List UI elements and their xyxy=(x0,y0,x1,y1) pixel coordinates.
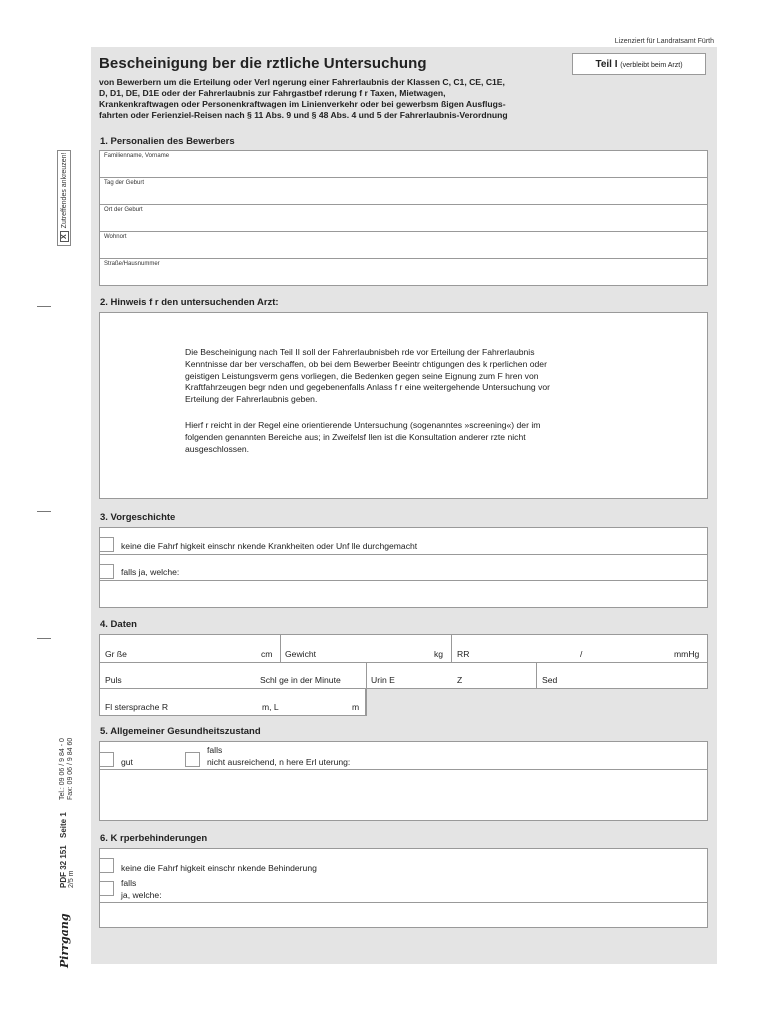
section-4-title: 4. Daten xyxy=(100,619,137,630)
note-line: Kenntnisse dar ber verschaffen, ob bei dem Bewerber Beeintr chtigungen des k rperlichen oder xyxy=(185,358,547,369)
section-3-title: 3. Vorgeschichte xyxy=(100,512,176,523)
pulse-label[interactable]: Puls xyxy=(105,675,122,685)
page-number: Seite 1 xyxy=(59,812,68,838)
teil-sub: (verbleibt beim Arzt) xyxy=(620,62,683,69)
section-6-title: 6. K rperbehinderungen xyxy=(100,833,208,844)
divider xyxy=(99,204,708,205)
section-5-title: 5. Allgemeiner Gesundheitszustand xyxy=(100,726,261,737)
divider xyxy=(99,231,708,232)
history-yes-checkbox[interactable] xyxy=(99,564,114,579)
note-line: folgenden genannten Bereiche aus; in Zweifelsf llen ist die Konsultation anderer rzte nicht xyxy=(185,431,526,442)
divider xyxy=(366,662,367,716)
disability-none-label: keine die Fahrf higkeit einschr nkende Behinderung xyxy=(121,863,317,873)
history-none-checkbox[interactable] xyxy=(99,537,114,552)
disability-none-checkbox[interactable] xyxy=(99,858,114,873)
tel-number: Tel.: 09 06 / 9 84 - 0 xyxy=(59,738,66,800)
divider xyxy=(99,258,708,259)
divider xyxy=(99,662,708,663)
note-line: Hierf r reicht in der Regel eine orientierende Untersuchung (sogenanntes »screening«) der im xyxy=(185,420,541,430)
health-insufficient-checkbox[interactable] xyxy=(185,752,200,767)
health-good-checkbox[interactable] xyxy=(99,752,114,767)
teil-box xyxy=(572,53,706,75)
height-unit: cm xyxy=(261,649,273,659)
personal-data-box xyxy=(99,150,708,286)
instruction-label xyxy=(60,153,69,242)
height-label[interactable]: Gr ße xyxy=(105,649,127,659)
fax-number: Fax: 09 06 / 9 84 60 xyxy=(67,737,74,800)
history-box xyxy=(99,527,708,608)
health-insufficient-label: nicht ausreichend, n here Erl uterung: xyxy=(207,757,351,767)
divider xyxy=(451,634,452,662)
field-label-street[interactable]: Straße/Hausnummer xyxy=(104,261,160,267)
divider xyxy=(536,662,537,688)
subtitle-line: D, D1, DE, D1E oder der Fahrerlaubnis zur Fahrgastbef rderung f r Taxen, Mietwagen, xyxy=(99,88,446,98)
divider xyxy=(99,177,708,178)
whisper-label[interactable]: Fl stersprache R xyxy=(105,702,169,712)
note-line: Erteilung der Fahrerlaubnis geben. xyxy=(185,394,318,405)
disability-yes-checkbox[interactable] xyxy=(99,881,114,896)
form-subtitle xyxy=(99,77,559,121)
divider xyxy=(99,769,708,770)
note-line: geistigen Leistungsverm gens vorliegen, die Bedenken gegen seine Eignung zum F hren von xyxy=(185,370,539,381)
publisher-logo: Pirrgang xyxy=(58,913,71,968)
field-label-residence[interactable]: Wohnort xyxy=(104,234,127,240)
blood-pressure-label[interactable]: RR xyxy=(457,649,470,659)
health-falls-label: falls xyxy=(207,745,223,755)
health-good-label: gut xyxy=(121,757,133,767)
disability-falls-label: falls xyxy=(121,878,137,888)
disability-box xyxy=(99,848,708,928)
form-number: PDF 32 151 xyxy=(59,845,68,888)
divider xyxy=(99,688,708,689)
form-title: Bescheinigung ber die rztliche Untersuchung xyxy=(99,55,427,72)
fold-mark xyxy=(37,511,51,512)
teil-label: Teil I xyxy=(595,59,618,70)
blood-pressure-unit: mmHg xyxy=(674,649,700,659)
divider xyxy=(99,902,708,903)
divider xyxy=(99,580,708,581)
weight-label[interactable]: Gewicht xyxy=(285,649,317,659)
note-line: Kraftfahrzeugen begr nden und gegebenenfalls Anlass f r eine weitergehende Untersuchung vor xyxy=(185,382,551,393)
instruction-checkbox-mark: X xyxy=(60,231,69,242)
disability-yes-label: ja, welche: xyxy=(121,890,162,900)
field-label-birthplace[interactable]: Ort der Geburt xyxy=(104,207,143,213)
section-1-title: 1. Personalien des Bewerbers xyxy=(100,136,235,147)
fold-mark xyxy=(37,638,51,639)
whisper-right-unit: m, L xyxy=(262,702,279,712)
note-line: Die Bescheinigung nach Teil II soll der Fahrerlaubnisbeh rde vor Erteilung der Fahrerlaubnis xyxy=(185,347,535,357)
weight-unit: kg xyxy=(434,649,444,659)
note-paragraph-2 xyxy=(185,420,623,455)
urine-label[interactable]: Urin E xyxy=(371,675,395,685)
subtitle-line: Krankenkraftwagen oder Personenkraftwagen im Linienverkehr oder bei gewerbsm ßigen Ausflugs- xyxy=(99,99,506,109)
section-2-title: 2. Hinweis f r den untersuchenden Arzt: xyxy=(100,297,279,308)
note-paragraph-1 xyxy=(185,347,623,406)
note-line: ausgeschlossen. xyxy=(185,443,250,454)
fold-mark xyxy=(37,306,51,307)
license-note: Lizenziert für Landratsamt Fürth xyxy=(614,38,714,45)
divider xyxy=(280,634,281,662)
whisper-left-unit: m xyxy=(352,702,360,712)
blood-pressure-separator: / xyxy=(580,649,583,659)
divider xyxy=(99,554,708,555)
history-none-label: keine die Fahrf higkeit einschr nkende Krankheiten oder Unf lle durchgemacht xyxy=(121,541,418,551)
form-code: 2/5 m xyxy=(68,870,75,888)
subtitle-line: fahrten oder Ferienziel-Reisen nach § 11 Abs. 9 und § 48 Abs. 4 und 5 der Fahrerlaubnis-Verordnung xyxy=(99,110,508,120)
pulse-unit: Schl ge in der Minute xyxy=(260,675,341,685)
history-yes-label: falls ja, welche: xyxy=(121,567,180,577)
sed-label[interactable]: Sed xyxy=(542,675,558,685)
field-label-birthdate[interactable]: Tag der Geburt xyxy=(104,180,145,186)
urine-z-label[interactable]: Z xyxy=(457,675,463,685)
instruction-text: Zutreffendes ankreuzen! xyxy=(61,152,68,229)
subtitle-line: von Bewerbern um die Erteilung oder Verl ngerung einer Fahrerlaubnis der Klassen C, C1, CE, C1E, xyxy=(99,77,505,87)
field-label-name[interactable]: Familienname, Vorname xyxy=(104,153,170,159)
